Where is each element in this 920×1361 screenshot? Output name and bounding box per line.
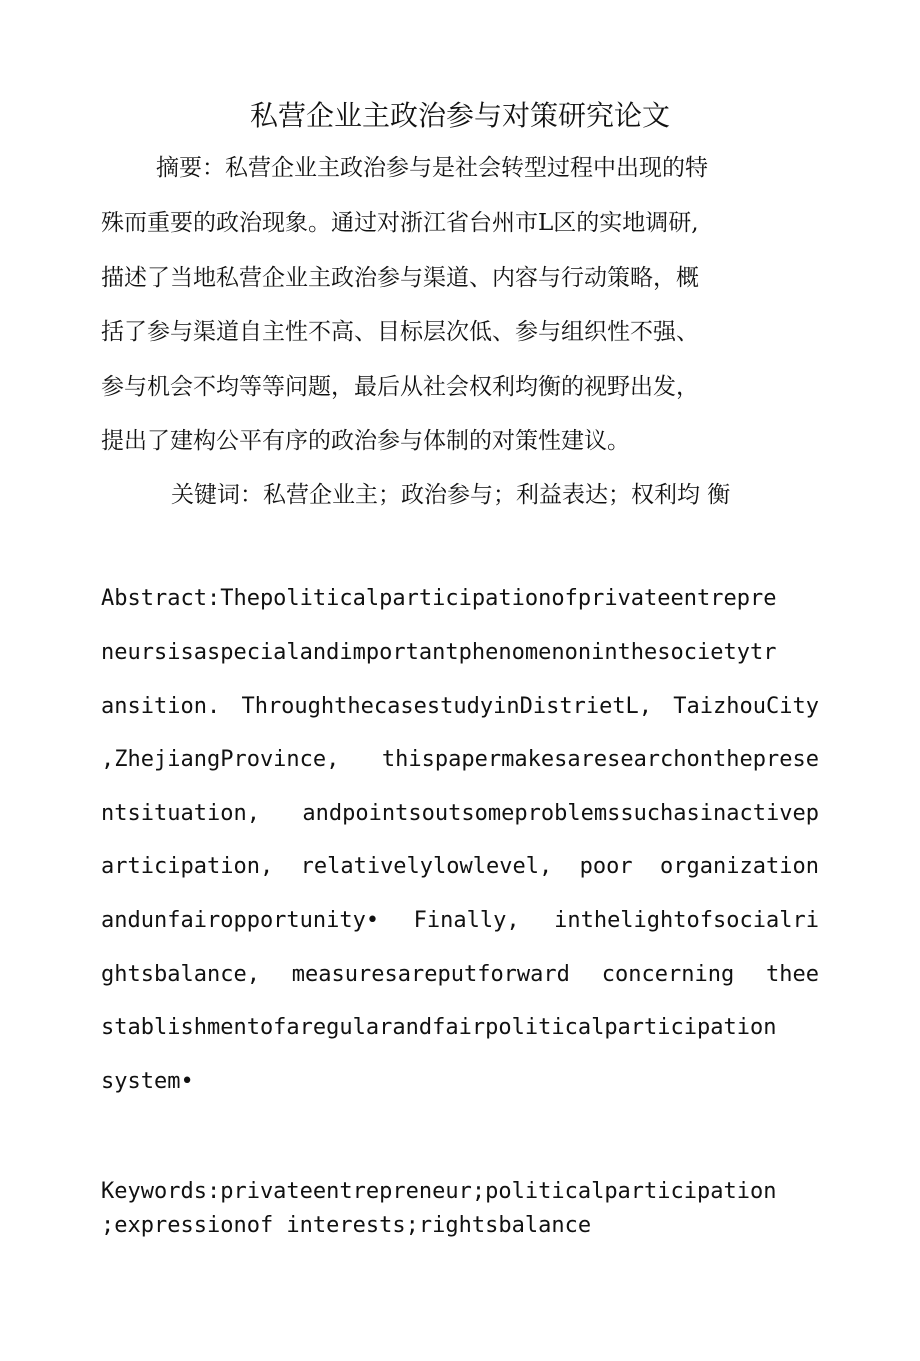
abstract-en-line: ansition. ThroughthecasestudyinDistrietL, TaizhouCity bbox=[101, 694, 819, 719]
keywords-en-line: ;expressionof interests;rightsbalance bbox=[101, 1213, 592, 1238]
abstract-cn-line: 参与机会不均等等问题，最后从社会权利均衡的视野出发， bbox=[101, 374, 699, 400]
keywords-cn: 关键词：私营企业主；政治参与；利益表达；权利均 衡 bbox=[171, 482, 731, 508]
abstract-cn-line: 提出了建构公平有序的政治参与体制的对策性建议。 bbox=[101, 428, 630, 454]
abstract-en-line: stablishmentofaregularandfairpoliticalparticipation bbox=[101, 1015, 777, 1040]
abstract-cn-line: 殊而重要的政治现象。通过对浙江省台州市L区的实地调研, bbox=[101, 210, 699, 236]
abstract-cn-line: 描述了当地私营企业主政治参与渠道、内容与行动策略，概 bbox=[101, 265, 699, 291]
abstract-en-line: ,ZhejiangProvince, thispapermakesaresearchonthepresе bbox=[101, 747, 819, 772]
abstract-cn-line: 摘要：私营企业主政治参与是社会转型过程中出现的特 bbox=[156, 155, 708, 181]
abstract-en-line: andunfairopportunity• Finally, inthelightofsocialri bbox=[101, 908, 819, 933]
abstract-en-line: articipation, relativelylowlevel, poor organization bbox=[101, 854, 819, 879]
abstract-en-line: ntsituation, andpointsoutsomeproblemssuchasinactivep bbox=[101, 801, 819, 826]
abstract-en-line: system• bbox=[101, 1069, 194, 1094]
keywords-en-line: Keywords:privateentrepreneur;politicalparticipation bbox=[101, 1179, 777, 1204]
abstract-cn-line: 括了参与渠道自主性不高、目标层次低、参与组织性不强、 bbox=[101, 319, 699, 345]
document-title: 私营企业主政治参与对策研究论文 bbox=[249, 99, 670, 132]
abstract-en-line: Abstract:Thepoliticalparticipationofprivateentrepre bbox=[101, 586, 777, 611]
abstract-en-line: ghtsbalance, measuresareputforward concerning thee bbox=[101, 962, 819, 987]
abstract-en-line: neursisaspecialandimportantphenomenoninthesocietytr bbox=[101, 640, 777, 665]
